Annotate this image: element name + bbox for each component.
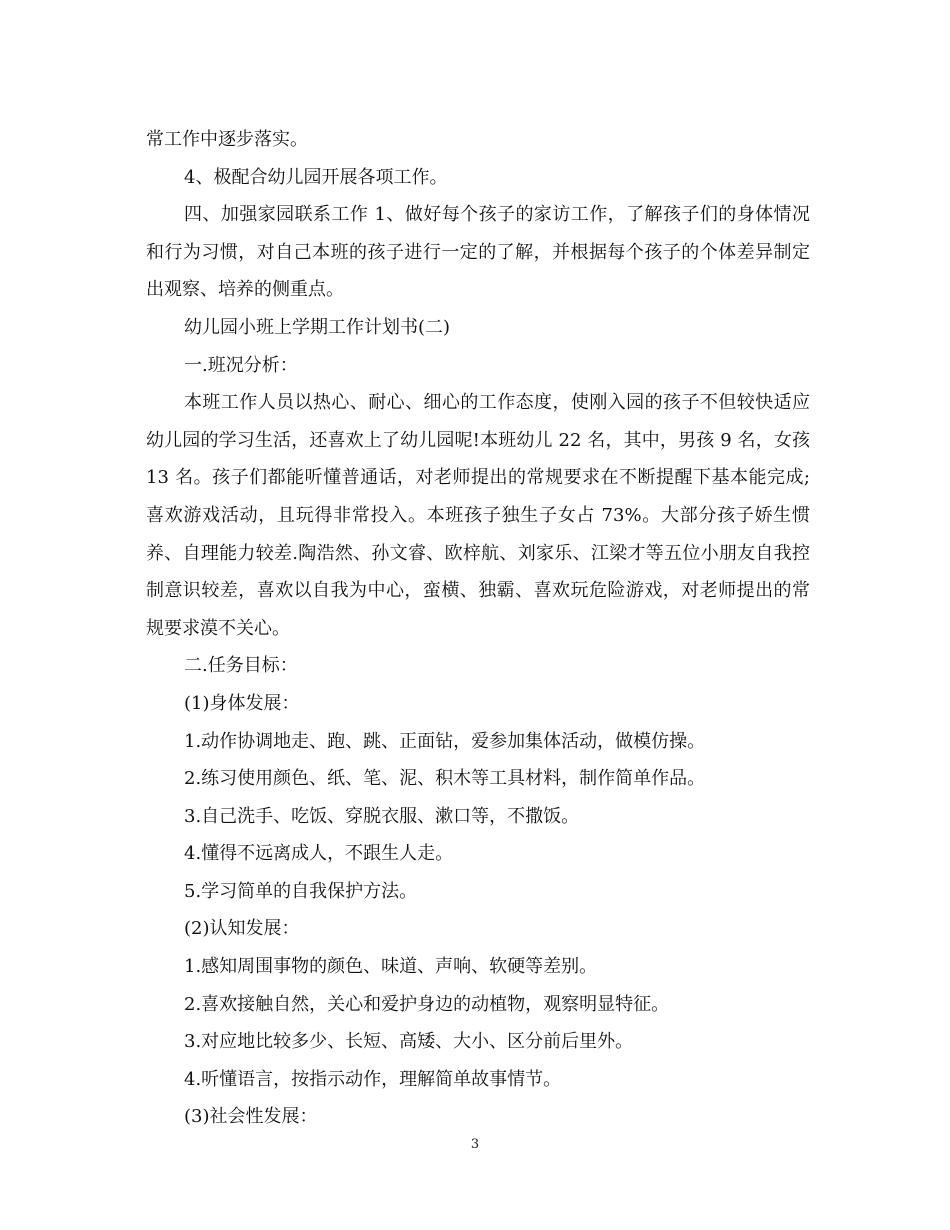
paragraph-item-4: 4、极配合幼儿园开展各项工作。 bbox=[184, 166, 448, 188]
document-body bbox=[146, 121, 810, 1136]
list-item: 2.喜欢接触自然，关心和爱护身边的动植物，观察明显特征。 bbox=[184, 993, 670, 1015]
list-item: 3.对应地比较多少、长短、高矮、大小、区分前后里外。 bbox=[184, 1031, 634, 1053]
list-item: 1.感知周围事物的颜色、味道、声响、软硬等差别。 bbox=[184, 956, 598, 978]
section-heading-class-analysis: 一.班况分析： bbox=[184, 354, 298, 376]
subheading-physical: (1)身体发展： bbox=[184, 692, 300, 714]
list-item: 4.懂得不远离成人，不跟生人走。 bbox=[184, 843, 454, 865]
paragraph-class-analysis: 本班工作人员以热心、耐心、细心的工作态度，使刚入园的孩子不但较快适应幼儿园的学习生活，还喜欢上了幼儿园呢!本班幼儿 22 名，其中，男孩 9 名，女孩 13 名。孩子们都能听懂普通话，对老师提出的常规要求在不断提醒下基本能完成;喜欢游戏活动，且玩得非常投入。本班孩子独生子女占 73%。大部分孩子娇生惯养、自理能力较差.陶浩然、孙文睿、欧梓航、刘家乐、江梁才等五位小朋友自我控制意识较差，喜欢以自我为中心，蛮横、独霸、喜欢玩危险游戏，对老师提出的常规要求漠不关心。 bbox=[146, 392, 810, 639]
section-heading-goals: 二.任务目标： bbox=[184, 655, 298, 677]
list-item: 5.学习简单的自我保护方法。 bbox=[184, 880, 418, 902]
list-item: 4.听懂语言，按指示动作，理解简单故事情节。 bbox=[184, 1068, 562, 1090]
list-item: 3.自己洗手、吃饭、穿脱衣服、漱口等，不撒饭。 bbox=[184, 805, 580, 827]
paragraph-continuation: 常工作中逐步落实。 bbox=[146, 129, 308, 150]
document-subtitle: 幼儿园小班上学期工作计划书(二) bbox=[184, 316, 451, 338]
paragraph-section-four: 四、加强家园联系工作 1、做好每个孩子的家访工作，了解孩子们的身体情况和行为习惯，对自己本班的孩子进行一定的了解，并根据每个孩子的个体差异制定出观察、培养的侧重点。 bbox=[146, 204, 810, 301]
list-item: 1.动作协调地走、跑、跳、正面钻，爱参加集体活动，做模仿操。 bbox=[184, 730, 706, 752]
list-item: 2.练习使用颜色、纸、笔、泥、积木等工具材料，制作简单作品。 bbox=[184, 768, 706, 790]
subheading-social: (3)社会性发展： bbox=[184, 1106, 318, 1128]
subheading-cognitive: (2)认知发展： bbox=[184, 918, 300, 940]
page-number: 3 bbox=[470, 1137, 480, 1152]
